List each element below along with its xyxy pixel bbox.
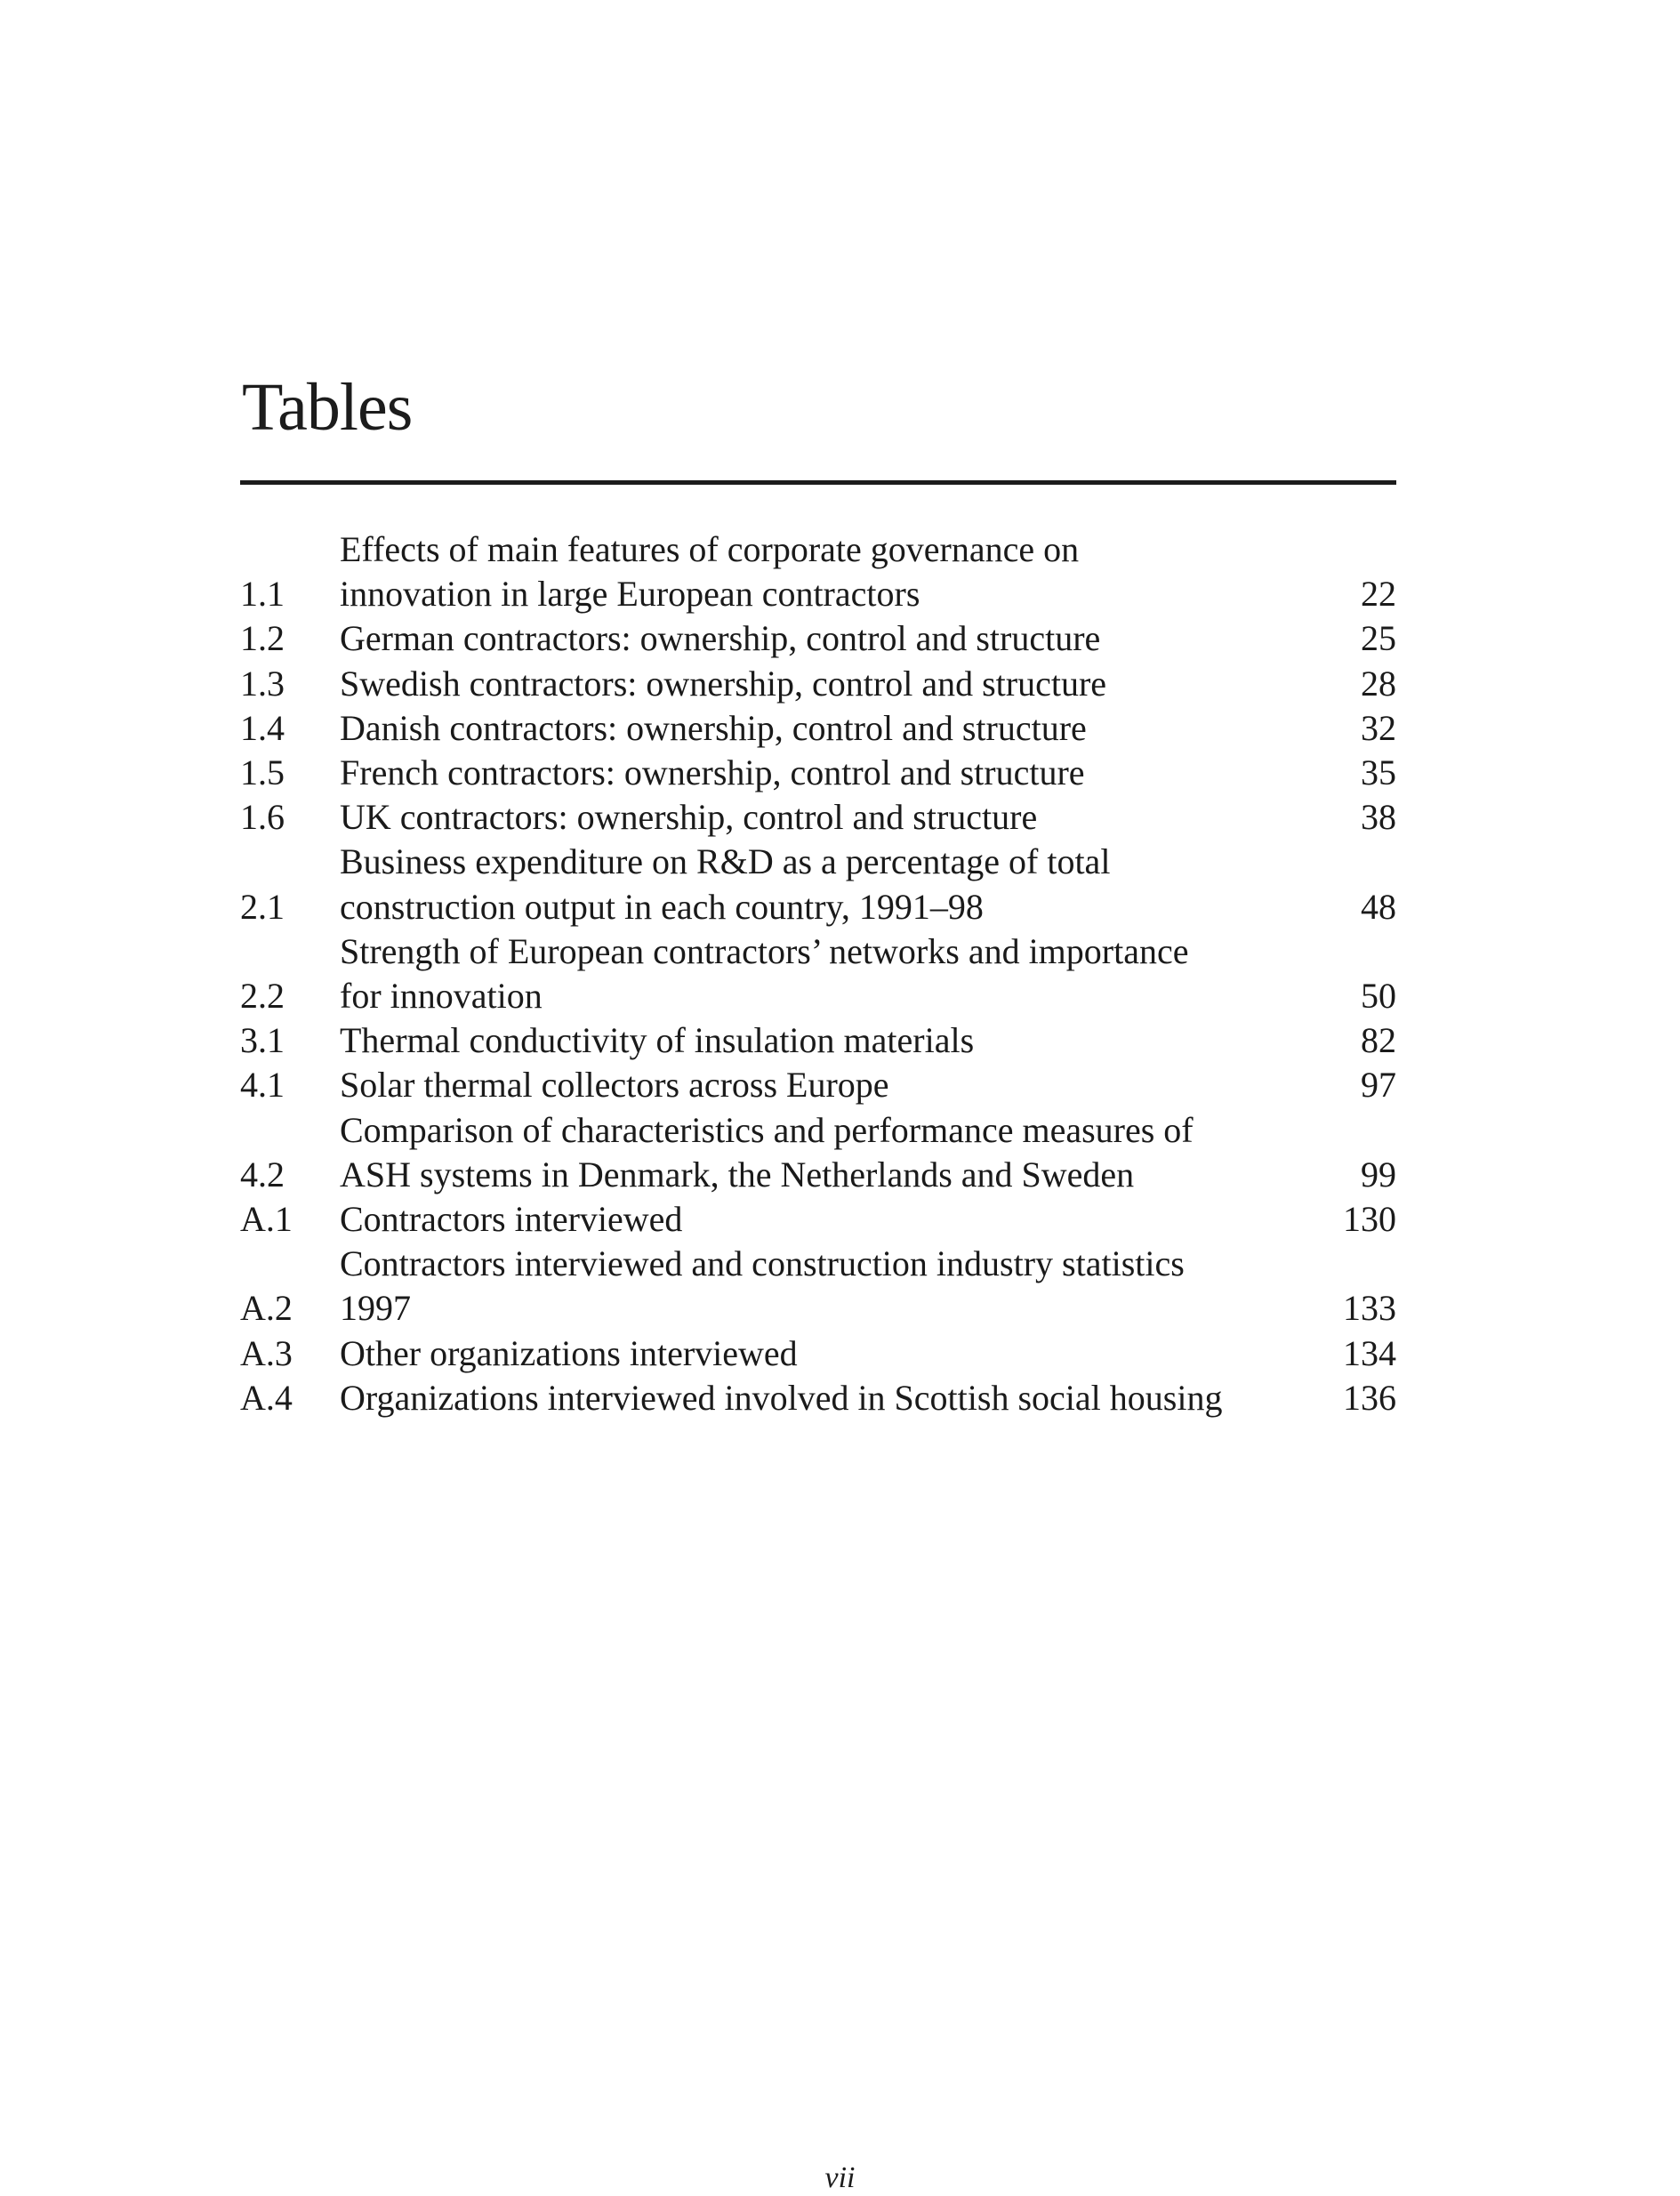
caption-line: Solar thermal collectors across Europe — [340, 1065, 889, 1106]
caption-line: innovation in large European contractors — [340, 574, 920, 615]
caption-line: Business expenditure on R&D as a percentage of total — [340, 841, 1111, 882]
caption-line: German contractors: ownership, control and structure — [340, 618, 1101, 659]
table-number: A.2 — [240, 1288, 293, 1329]
table-number: A.3 — [240, 1332, 293, 1373]
caption-line: French contractors: ownership, control and structure — [340, 752, 1085, 793]
toc-entry — [240, 929, 1396, 1018]
caption-line: Comparison of characteristics and performance measures of — [340, 1109, 1194, 1150]
toc-entry — [240, 706, 1396, 751]
table-caption — [340, 1018, 1361, 1063]
table-caption — [340, 616, 1361, 661]
page-folio: vii — [824, 2161, 856, 2194]
table-caption — [340, 1331, 1343, 1376]
table-number: 4.1 — [240, 1065, 285, 1106]
page-number: 136 — [1343, 1377, 1396, 1418]
toc-entry — [240, 616, 1396, 661]
table-caption — [340, 1242, 1343, 1331]
table-caption — [340, 662, 1361, 706]
table-caption — [340, 751, 1361, 795]
page-number: 22 — [1361, 574, 1396, 615]
table-caption — [340, 929, 1361, 1018]
toc-entry — [240, 1242, 1396, 1331]
caption-line: ASH systems in Denmark, the Netherlands and Sweden — [340, 1154, 1135, 1195]
caption-line: Danish contractors: ownership, control and structure — [340, 707, 1087, 748]
page-title: Tables — [242, 370, 413, 445]
table-caption — [340, 1376, 1343, 1420]
page-number: 82 — [1361, 1020, 1396, 1061]
table-number: 3.1 — [240, 1020, 285, 1061]
toc-entry — [240, 1063, 1396, 1107]
toc-entry — [240, 751, 1396, 795]
table-number: 1.3 — [240, 663, 285, 704]
page-number: 32 — [1361, 707, 1396, 748]
page-number: 50 — [1361, 976, 1396, 1017]
table-caption — [340, 706, 1361, 751]
table-caption — [340, 1063, 1361, 1107]
table-caption — [340, 840, 1361, 929]
page-number: 130 — [1343, 1199, 1396, 1240]
page-number: 133 — [1343, 1288, 1396, 1329]
table-number: 4.2 — [240, 1154, 285, 1195]
toc-entry — [240, 1376, 1396, 1420]
caption-line: Contractors interviewed and construction industry statistics — [340, 1243, 1185, 1284]
caption-line: Strength of European contractors’ networks and importance — [340, 930, 1189, 971]
page-number: 48 — [1361, 886, 1396, 927]
caption-line: UK contractors: ownership, control and structure — [340, 797, 1038, 838]
tables-list — [240, 527, 1396, 1420]
page-number: 99 — [1361, 1154, 1396, 1195]
table-number: 2.2 — [240, 976, 285, 1017]
caption-line: Other organizations interviewed — [340, 1332, 798, 1373]
table-number: 1.2 — [240, 618, 285, 659]
title-rule — [240, 480, 1396, 485]
caption-line: construction output in each country, 1991–98 — [340, 886, 984, 927]
toc-entry — [240, 1197, 1396, 1242]
table-caption — [340, 1197, 1343, 1242]
page-number: 97 — [1361, 1065, 1396, 1106]
table-caption — [340, 1108, 1361, 1197]
table-caption — [340, 527, 1361, 616]
caption-line: Contractors interviewed — [340, 1199, 683, 1240]
toc-entry — [240, 527, 1396, 616]
table-number: 1.5 — [240, 752, 285, 793]
page-number: 134 — [1343, 1332, 1396, 1373]
caption-line: Swedish contractors: ownership, control and structure — [340, 663, 1107, 704]
caption-line: Effects of main features of corporate governance on — [340, 529, 1080, 569]
caption-line: for innovation — [340, 976, 543, 1017]
caption-line: Organizations interviewed involved in Scottish social housing — [340, 1377, 1223, 1418]
caption-line: 1997 — [340, 1288, 411, 1329]
table-number: 1.4 — [240, 707, 285, 748]
toc-entry — [240, 795, 1396, 840]
page-number: 35 — [1361, 752, 1396, 793]
toc-entry — [240, 1108, 1396, 1197]
caption-line: Thermal conductivity of insulation materials — [340, 1020, 975, 1061]
toc-entry — [240, 1018, 1396, 1063]
table-number: 1.1 — [240, 574, 285, 615]
table-caption — [340, 795, 1361, 840]
table-number: 2.1 — [240, 886, 285, 927]
page-number: 28 — [1361, 663, 1396, 704]
toc-entry — [240, 1331, 1396, 1376]
table-number: A.4 — [240, 1377, 293, 1418]
toc-entry — [240, 840, 1396, 929]
table-number: A.1 — [240, 1199, 293, 1240]
toc-entry — [240, 662, 1396, 706]
page-number: 38 — [1361, 797, 1396, 838]
table-number: 1.6 — [240, 797, 285, 838]
page-number: 25 — [1361, 618, 1396, 659]
